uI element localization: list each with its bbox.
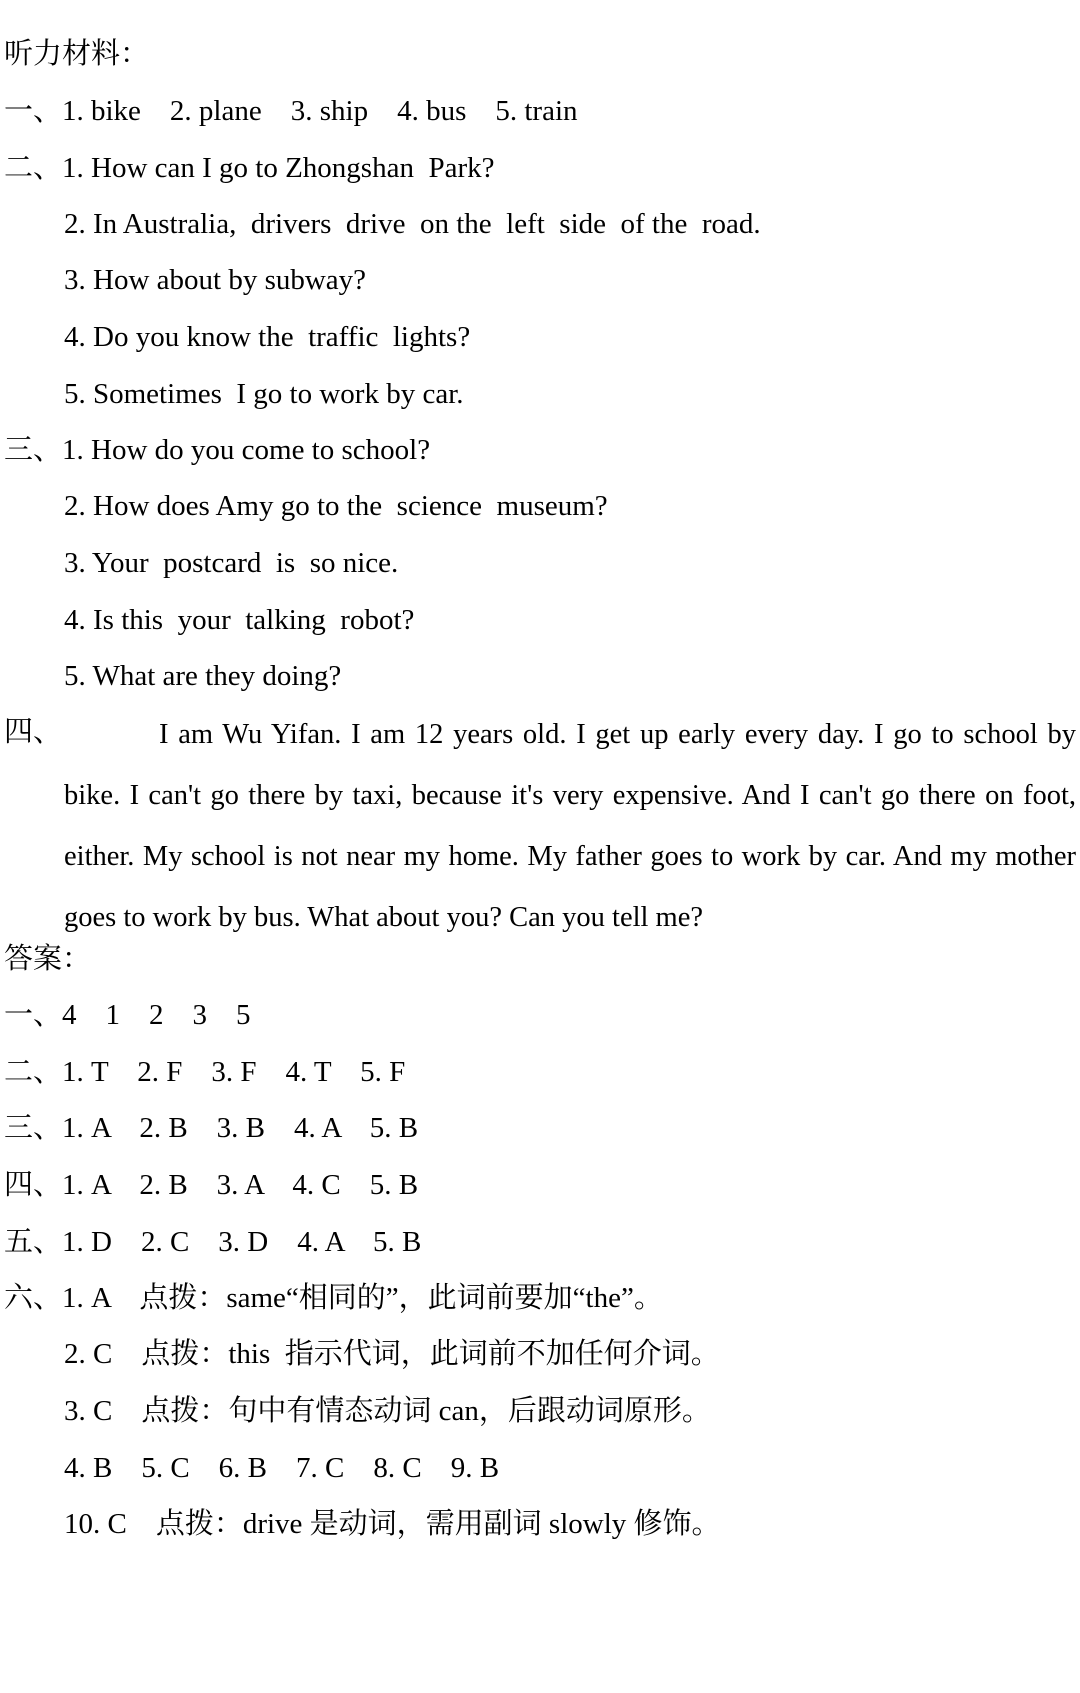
answers-section-4: 四、1. A 2. B 3. A 4. C 5. B bbox=[4, 1169, 419, 1201]
listening-section-2-item-3: 3. How about by subway? bbox=[64, 264, 367, 296]
answers-section-3: 三、1. A 2. B 3. B 4. A 5. B bbox=[4, 1112, 419, 1144]
listening-section-2-item-2: 2. In Australia, drivers drive on the left side of the road. bbox=[64, 208, 761, 240]
listening-section-3-item-1: 三、1. How do you come to school? bbox=[4, 434, 431, 466]
listening-section-3-item-2: 2. How does Amy go to the science museum? bbox=[64, 490, 608, 522]
listening-section-3-item-4: 4. Is this your talking robot? bbox=[64, 604, 415, 636]
listening-section-4-label: 四、 bbox=[4, 716, 63, 748]
listening-section-2-item-4: 4. Do you know the traffic lights? bbox=[64, 321, 471, 353]
paragraph-text: I am Wu Yifan. I am 12 years old. I get up early every day. I go to school by bike. I can't go there by taxi, because it's very expensive. And I can't go there on foot, either. My school is not near my home. My father goes to work by car. And my mother goes to work by bus. What about you? Can you tell me? bbox=[64, 719, 1076, 933]
answers-section-6-item-4: 4. B 5. C 6. B 7. C 8. C 9. B bbox=[64, 1452, 500, 1484]
answers-section-5: 五、1. D 2. C 3. D 4. A 5. B bbox=[4, 1226, 422, 1258]
answers-section-6-item-1: 六、1. A 点拨：same“相同的”，此词前要加“the”。 bbox=[4, 1282, 663, 1314]
answers-section-1: 一、4 1 2 3 5 bbox=[4, 999, 251, 1031]
answers-title: 答案： bbox=[4, 943, 92, 975]
answers-section-2: 二、1. T 2. F 3. F 4. T 5. F bbox=[4, 1056, 406, 1088]
listening-title: 听力材料： bbox=[4, 38, 150, 70]
answers-section-6-item-2: 2. C 点拨：this 指示代词，此词前不加任何介词。 bbox=[64, 1338, 720, 1370]
listening-section-4-paragraph bbox=[64, 704, 1076, 948]
listening-section-1: 一、1. bike 2. plane 3. ship 4. bus 5. train bbox=[4, 95, 578, 127]
answers-section-6-item-3: 3. C 点拨：句中有情态动词 can，后跟动词原形。 bbox=[64, 1395, 711, 1427]
listening-section-2-item-5: 5. Sometimes I go to work by car. bbox=[64, 378, 464, 410]
listening-section-3-item-3: 3. Your postcard is so nice. bbox=[64, 547, 399, 579]
listening-section-3-item-5: 5. What are they doing? bbox=[64, 660, 342, 692]
answers-section-6-item-5: 10. C 点拨：drive 是动词，需用副词 slowly 修饰。 bbox=[64, 1508, 721, 1540]
listening-section-2-item-1: 二、1. How can I go to Zhongshan Park? bbox=[4, 152, 495, 184]
